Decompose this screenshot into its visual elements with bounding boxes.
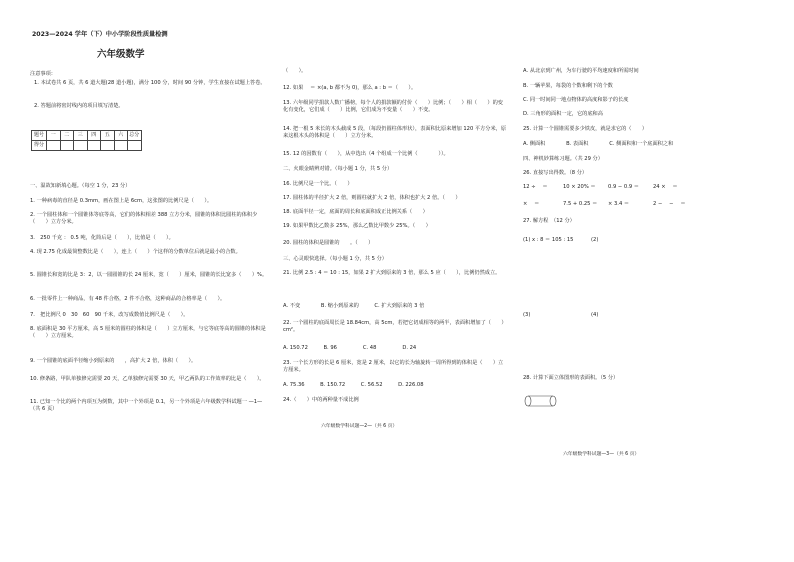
score-cell: 一	[47, 131, 61, 141]
score-cell: 六	[114, 131, 128, 141]
calc-26-7: × 3.4 ＝	[608, 201, 630, 207]
question-27: 27. 解方程 （12 分）	[523, 218, 575, 224]
equation-4: (4)	[591, 312, 599, 318]
question-23: 23. 一个长方形的长是 6 厘米，宽是 2 厘米，以它的长为轴旋转一周所得到的体积是（ ）立方厘米。	[283, 360, 504, 373]
exam-header: 2023—2024 学年（下）中小学阶段性质量检测	[32, 31, 168, 38]
question-26: 26. 直接写出得数。（8 分）	[523, 170, 588, 176]
question-20: 20. 圆柱的体积是圆锥的 。（ ）	[283, 240, 374, 246]
page-2-footer: 六年级数学科试题—2—（共 6 页）	[321, 424, 398, 429]
calc-26-2: 10 × 20% ＝	[563, 184, 596, 190]
question-13: 13. 六年级同学捐款人数广播榜，每个人的捐款额的付价（ ）比例；（ ）相（ ）的变化有变化，它们成（ ）比例，它们成为不变量（ ）不变。	[283, 100, 503, 113]
score-cell: 四	[87, 131, 101, 141]
question-6: 6. 一批零件上一种商品，有 48 件合格，2 件不合格，这种商品的合格率是（ ）。	[30, 296, 226, 302]
page-3-footer: 六年级数学科试题—3—（共 6 页）	[563, 452, 640, 457]
question-2: 2. 一个圆柱体和一个圆锥体等底等高，它们的体积相差 388 立方分米，圆锥的体积比圆柱的体积少（ ）立方分米。	[30, 212, 258, 225]
question-4: 4. 现 2.75 化成最简整数比是（ ），连上（ ）个这样的分数单位后就是最小的合数。	[30, 249, 241, 255]
question-9: 9. 一个圆锥的底面半径缩小到原来的 ，高扩大 2 倍，体积（ ）。	[30, 358, 197, 364]
question-24-option-b: B. 一辆苹果，每袋的个数和剩下的个数	[523, 83, 613, 89]
section-4-heading: 四、神机妙算练习题。（共 29 分）	[523, 156, 603, 162]
question-19: 19. 如果甲数比乙数多 25%，那么乙数比甲数少 25%。（ ）	[283, 223, 431, 229]
section-3-heading: 三、心灵眼快选择。（每小题 1 分，共 5 分）	[283, 256, 387, 262]
question-24: 24.（ ）中的两种量不成比例	[283, 397, 359, 403]
equation-1: (1) x : 8 ＝ 105 : 15	[523, 237, 574, 243]
question-23-options: A. 75.36 B. 150.72 C. 56.52 D. 226.08	[283, 382, 424, 388]
calc-26-6: 7.5 + 0.25 ＝	[563, 201, 598, 207]
question-3: 3. 250 千克 ： 0.5 吨，化简后是（ ），比值是（ ）。	[30, 235, 174, 241]
score-cell[interactable]	[101, 141, 115, 151]
question-1: 1. 一种病毒的直径是 0.3mm，画在图上是 6cm，这张图的比例尺是（ ）。	[30, 198, 213, 204]
question-25: 25. 计算一个圆锥需要多少铁皮，就是求它的（ ）	[523, 126, 648, 132]
question-22-options: A. 150.72 B. 96 C. 48 D. 24	[283, 345, 417, 351]
score-cell: 总分	[128, 131, 142, 141]
page-title: 六年级数学	[97, 49, 145, 60]
question-18: 18. 底面半径一定，底面的周长和底面积成正比例关系（ ）	[283, 209, 428, 215]
question-11-continued: （ ）。	[283, 68, 307, 74]
section-1-heading: 一、温故知新填心题。（每空 1 分，23 分）	[30, 183, 131, 189]
question-8: 8. 底面积是 30 平方厘米，高 5 厘米的圆柱的体积是（ ）立方厘米，与它等底等高的圆锥的体积是（ ）立方厘米。	[30, 326, 266, 339]
equation-3: (3)	[523, 312, 531, 318]
question-28: 28. 计算下面立体图形的表面积。（5 分）	[523, 375, 619, 381]
equation-2: (2)	[591, 237, 599, 243]
question-21-options: A. 不变 B. 缩小到原来的 C. 扩大到原来的 3 倍	[283, 303, 425, 309]
question-7: 7. 把比例尺 0 30 60 90 千米，改写成数值比例尺是（ ）。	[30, 312, 189, 318]
note-1: 1. 本试卷共 6 页，共 6 道大题(28 道小题)，满分 100 分，时间 90 分钟，学生直接在试题上答卷。	[34, 80, 266, 86]
calc-26-3: 0.9 − 0.9 ＝	[608, 184, 639, 190]
score-cell: 二	[60, 131, 74, 141]
score-cell[interactable]	[87, 141, 101, 151]
calc-26-8: 2 − − ＝	[653, 201, 686, 207]
score-table	[31, 130, 142, 151]
question-22: 22. 一个圆柱的底面周长是 18.84cm，高 5cm，若把它切成相等的两半，表面积增加了（ ）cm²。	[283, 320, 507, 333]
score-cell: 五	[101, 131, 115, 141]
question-17: 17. 圆柱体的半径扩大 2 倍，则圆柱就扩大 2 倍，体积也扩大 2 倍。（ ）	[283, 195, 461, 201]
score-cell[interactable]	[128, 141, 142, 151]
section-2-heading: 二、火眼金睛辨对错。（每小题 1 分，共 5 分）	[283, 166, 393, 172]
question-14: 14. 把一根 5 米长的木头截成 5 段，（每段仍圆柱体形状），表面积比原来增加 120 平方分米，原来这根木头的体积是（ ）立方分米。	[283, 126, 507, 139]
score-cell[interactable]	[114, 141, 128, 151]
score-cell[interactable]	[47, 141, 61, 151]
calc-26-5: × ＝	[523, 201, 540, 207]
question-24-option-c: C. 同一时间同一地点物体的高度和影子的长度	[523, 97, 629, 103]
question-5: 5. 圆锥长和宽的比是 3：2，以一圆圆锥的长 24 厘米，宽（ ）厘米，圆锥的长比宽多（ ）%。	[30, 272, 268, 278]
notes-heading: 注意事项：	[30, 71, 56, 77]
question-21: 21. 比例 2.5 : 4 ＝ 10 : 15，如果 2 扩大到原来的 3 倍，那么 5 应（ ），比例仍然成立。	[283, 270, 501, 276]
question-10: 10. 修条路，甲队单独修完需要 20 天，乙单独修完需要 30 天，甲乙两队的工作效率的比是（ ）。	[30, 376, 265, 382]
score-cell: 三	[74, 131, 88, 141]
score-cell: 题号	[32, 131, 47, 141]
calc-26-1: 12 ÷ ＝	[523, 184, 548, 190]
question-15: 15. 12 的因数有（ ），从中选出（4 个组成一个比例（ ））。	[283, 151, 449, 157]
score-cell[interactable]	[74, 141, 88, 151]
score-cell[interactable]	[60, 141, 74, 151]
cylinder-figure	[523, 393, 559, 409]
question-25-options: A. 侧面积 B. 表面积 C. 侧面积和一个底面积之和	[523, 141, 674, 147]
question-11: 11. 已知一个比的两个内项互为倒数，其中一个外项是 0.1，另一个外项是六年级数学科试题一 —1—（共 6 页）	[30, 399, 263, 412]
question-24-option-a: A. 从北京到广州，为车行驶的平均速度和所需时间	[523, 68, 639, 74]
calc-26-4: 24 × ＝	[653, 184, 678, 190]
note-2: 2. 答题前将密封线内的项目填写清楚。	[34, 103, 124, 109]
score-cell: 得分	[32, 141, 47, 151]
question-24-option-d: D. 三角形的面积一定，它的底和高	[523, 111, 603, 117]
question-16: 16. 比例尺是一个比。（ ）	[283, 181, 353, 187]
question-12: 12. 如果 ＝ ×(a, b 都不为 0)，那么 a : b ＝（ ）。	[283, 85, 417, 91]
